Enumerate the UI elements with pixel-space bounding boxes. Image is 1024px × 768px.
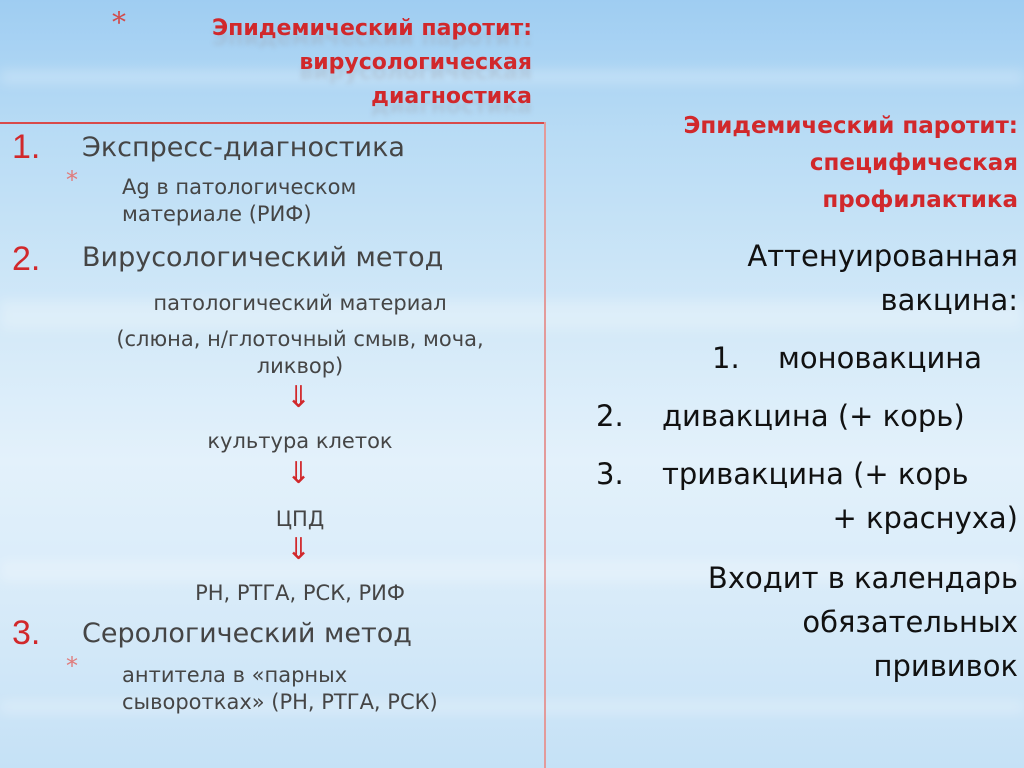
vaccine-item-2-label: дивакцина (+ корь) [662, 399, 965, 433]
vaccine-item-3-label: тривакцина (+ корь [662, 457, 969, 491]
frame-right-border [544, 122, 546, 768]
express-detail [122, 174, 356, 228]
item-1-number: 1. [12, 128, 41, 166]
right-title-line: специфическая [809, 150, 1018, 176]
virus-material-detail-line: ликвор) [256, 354, 344, 378]
vaccine-item-1-label: моновакцина [778, 341, 983, 375]
vaccine-heading [600, 234, 1018, 322]
right-title [560, 108, 1018, 219]
left-title [150, 12, 532, 114]
virus-material: патологический материал [153, 291, 447, 315]
express-detail-line: Ag в патологическом [122, 175, 357, 199]
down-arrow-icon: ⇓ [286, 456, 312, 491]
vaccine-item-3-continuation: + краснуха) [832, 501, 1018, 535]
express-detail-line: материале (РИФ) [122, 202, 312, 226]
sero-detail-line: антитела в «парных [122, 663, 348, 687]
cpd-text: ЦПД [275, 507, 325, 531]
item-1-label: Экспресс-диагностика [82, 132, 405, 163]
down-arrow-icon: ⇓ [286, 380, 312, 415]
left-title-line: Эпидемический паротит: [212, 16, 532, 41]
item-2-number: 2. [12, 240, 41, 278]
item-2-label: Вирусологический метод [82, 242, 444, 273]
left-title-line: диагностика [371, 84, 532, 109]
item-3-number: 3. [12, 614, 41, 652]
calendar-note-line: Входит в календарь [707, 561, 1018, 595]
sero-detail-line: сыворотках» (РН, РТГА, РСК) [122, 690, 438, 714]
virus-material-detail-line: (слюна, н/глоточный смыв, моча, [116, 327, 484, 351]
vaccine-item-3-number: 3. [596, 457, 624, 491]
left-title-line: вирусологическая [299, 50, 532, 75]
calendar-note-line: обязательных [802, 605, 1018, 639]
culture-text: культура клеток [207, 429, 393, 453]
calendar-note [600, 556, 1018, 688]
vaccine-heading-line: вакцина: [880, 283, 1018, 317]
vaccine-item-1-number: 1. [712, 341, 740, 375]
right-title-line: Эпидемический паротит: [683, 113, 1018, 139]
vaccine-item-2-number: 2. [596, 399, 624, 433]
frame-top-border [0, 122, 546, 124]
right-title-line: профилактика [822, 187, 1018, 213]
sero-detail [122, 662, 438, 716]
title-bullet-star: * [112, 6, 126, 39]
item-3-label: Серологический метод [82, 618, 412, 649]
reactions-text: РН, РТГА, РСК, РИФ [195, 581, 405, 605]
vaccine-heading-line: Аттенуированная [747, 239, 1018, 273]
down-arrow-icon: ⇓ [286, 532, 312, 567]
virus-material-detail [40, 326, 560, 380]
express-bullet-star: * [66, 166, 78, 194]
sero-bullet-star: * [66, 652, 78, 680]
calendar-note-line: прививок [873, 649, 1018, 683]
